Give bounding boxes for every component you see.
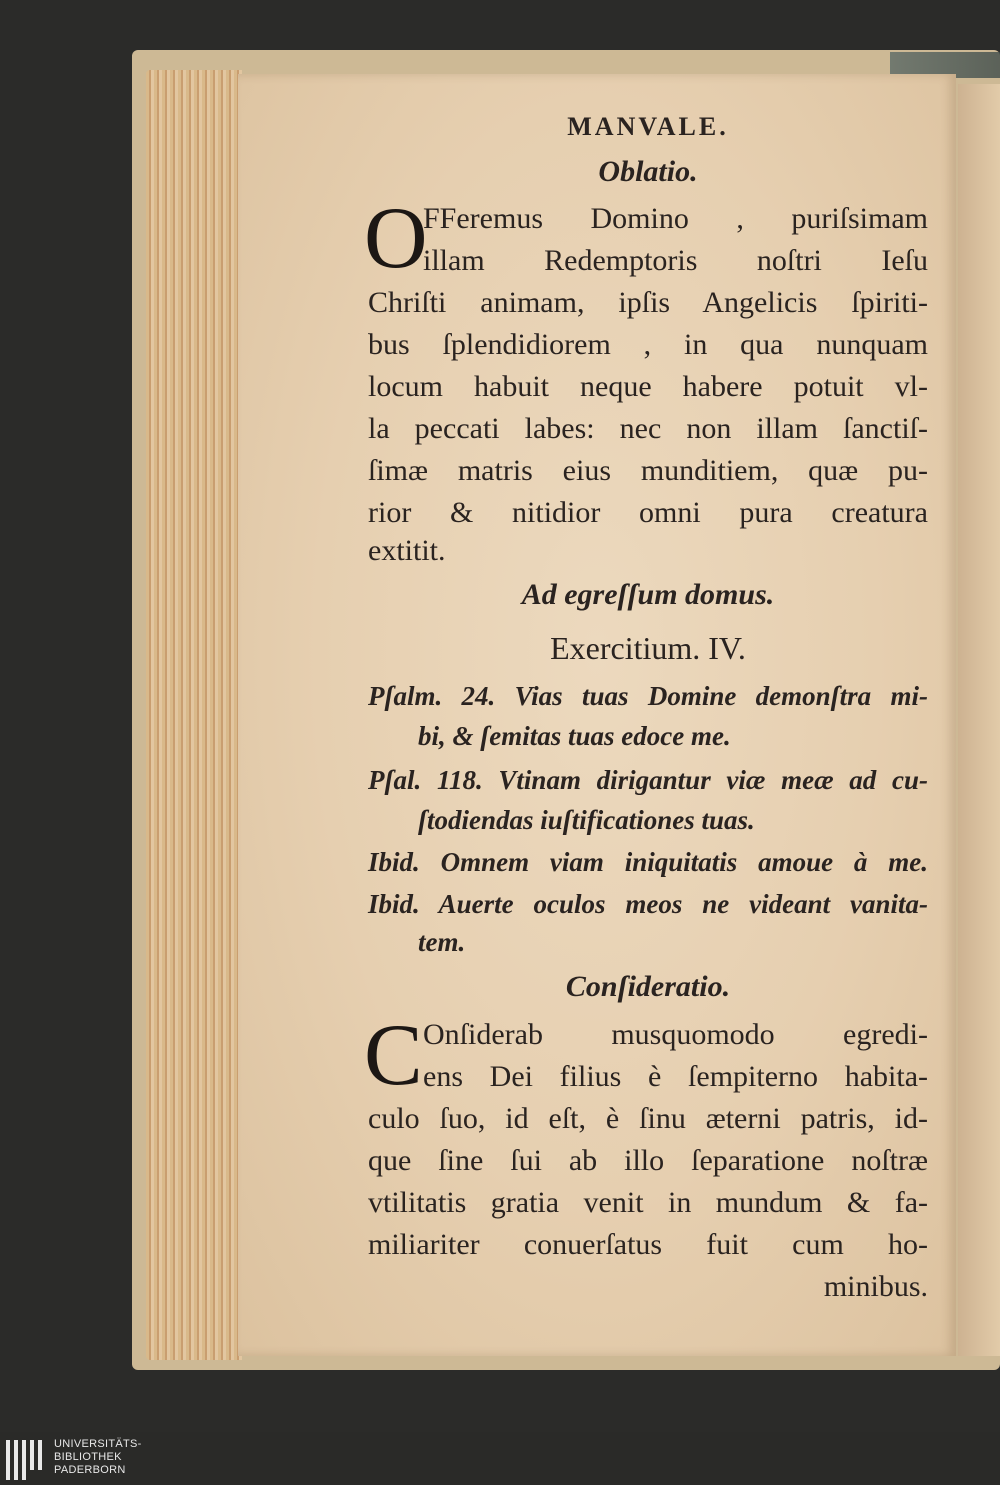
oblatio-line-6: la peccati labes: nec non illam ſanctiſ- bbox=[368, 412, 928, 445]
oblatio-line-1: FFeremus Domino , puriſsimam bbox=[423, 202, 928, 235]
consideratio-line-3: culo ſuo, id eſt, è ſinu æterni patris, id- bbox=[368, 1102, 928, 1135]
consideratio-heading: Conſideratio. bbox=[565, 970, 731, 1003]
oblatio-line-4: bus ſplendidiorem , in qua nunquam bbox=[368, 328, 928, 361]
consideratio-line-2: ens Dei filius è ſempiterno habita- bbox=[423, 1060, 928, 1093]
consideratio-line-4: que ſine ſui ab illo ſeparatione noſtræ bbox=[368, 1144, 928, 1177]
psalm-line-5: Ibid. Omnem viam iniquitatis amoue à me. bbox=[368, 847, 928, 877]
psalm-line-6: Ibid. Auerte oculos meos ne videant vanita- bbox=[368, 889, 928, 919]
psalm-line-7: tem. bbox=[418, 927, 466, 957]
oblatio-heading: Oblatio. bbox=[598, 155, 698, 188]
oblatio-line-5: locum habuit neque habere potuit vl- bbox=[368, 370, 928, 403]
consideratio-line-6: miliariter conuerſatus fuit cum ho- bbox=[368, 1228, 928, 1261]
dropcap-o: O bbox=[364, 190, 428, 287]
running-head: MANVALE. bbox=[567, 112, 729, 141]
library-logo-line-2: BIBLIOTHEK bbox=[54, 1451, 122, 1463]
oblatio-line-9: extitit. bbox=[368, 534, 446, 567]
oblatio-line-7: ſimæ matris eius munditiem, quæ pu- bbox=[368, 454, 928, 487]
psalm-line-3: Pſal. 118. Vtinam dirigantur viæ meæ ad cu- bbox=[368, 765, 928, 795]
consideratio-line-7: minibus. bbox=[823, 1270, 928, 1303]
oblatio-line-3: Chriſti animam, ipſis Angelicis ſpiriti- bbox=[368, 286, 928, 319]
library-logo-text bbox=[54, 1438, 142, 1477]
dropcap-c: C bbox=[364, 1007, 423, 1104]
library-logo-line-1: UNIVERSITÄTS- bbox=[54, 1438, 142, 1450]
page-edges bbox=[146, 70, 242, 1360]
oblatio-line-2: illam Redemptoris noſtri Ieſu bbox=[423, 244, 928, 277]
oblatio-line-8: rior & nitidior omni pura creatura bbox=[368, 496, 928, 529]
exercitium-heading: Exercitium. IV. bbox=[550, 630, 746, 666]
facing-page-edge bbox=[958, 84, 1000, 1356]
psalm-line-4: ſtodiendas iuſtificationes tuas. bbox=[418, 805, 755, 835]
psalm-line-1: Pſalm. 24. Vias tuas Domine demonſtra mi- bbox=[368, 681, 928, 711]
library-logo-line-3: PADERBORN bbox=[54, 1464, 126, 1476]
psalm-line-2: bi, & ſemitas tuas edoce me. bbox=[418, 721, 731, 751]
consideratio-line-5: vtilitatis gratia venit in mundum & fa- bbox=[368, 1186, 928, 1219]
library-logo-icon bbox=[6, 1440, 46, 1480]
consideratio-line-1: Onſiderab musquomodo egredi- bbox=[423, 1018, 928, 1051]
footer-bar bbox=[0, 1432, 1000, 1485]
egressum-heading: Ad egreſſum domus. bbox=[521, 578, 775, 611]
